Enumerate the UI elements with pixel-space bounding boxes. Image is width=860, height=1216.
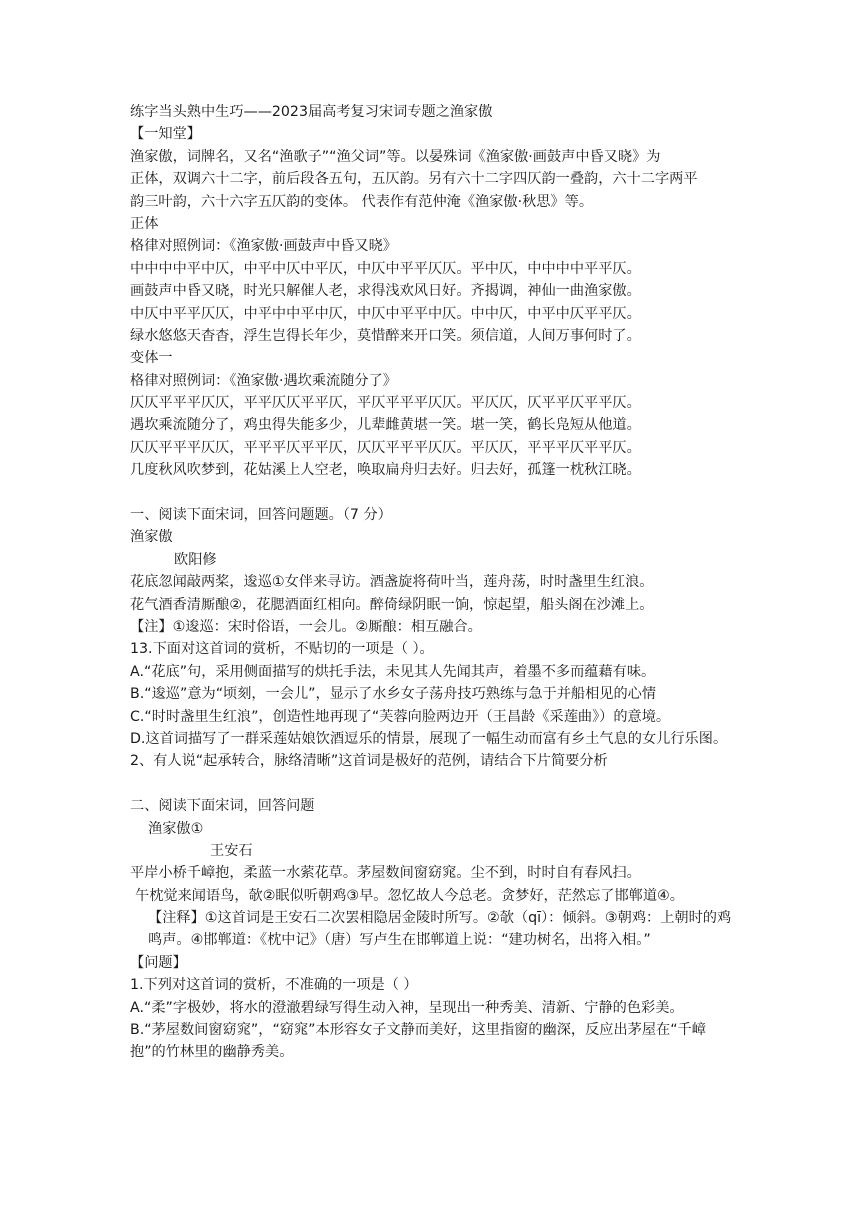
section1-author: 欧阳修 — [174, 551, 217, 568]
tone-pattern-line: 仄仄平平平仄仄，平平平仄平平仄，仄仄平平平仄仄。平仄仄，平平平仄平平仄。 — [130, 439, 641, 456]
poem-line: 花底忽闻敲两桨，逡巡①女伴来寻访。酒盏旋将荷叶当，莲舟荡，时时盏里生红浪。 — [130, 574, 654, 591]
question-1: 1.下列对这首词的赏析，不准确的一项是（ ） — [130, 977, 418, 994]
poem-line: 几度秋风吹梦到，花姑溪上人空老，唤取扁舟归去好。归去好，孤篷一枕秋江晓。 — [130, 462, 641, 479]
bianti-example-title: 格律对照例词：《渔家傲·遇坎乘流随分了》 — [130, 372, 397, 389]
blank-line — [130, 482, 740, 504]
option-c: C.“时时盏里生红浪”，创造性地再现了“芙蓉向脸两边开（王昌龄《采莲曲》）的意境。 — [130, 708, 671, 725]
intro-paragraph-line: 正体，双调六十二字，前后段各五句，五仄韵。另有六十二字四仄韵一叠韵，六十二字两平 — [130, 171, 698, 188]
option-b: B.“茅屋数间窗窈窕”，“窈窕”本形容女子文静而美好，这里指窗的幽深，反应出茅屋在“千嶂抱”的竹林里的幽静秀美。 — [130, 1022, 706, 1061]
intro-heading: 【一知堂】 — [130, 126, 201, 143]
intro-paragraph-line: 渔家傲，词牌名，又名“渔歌子”“渔父词”等。以晏殊词《渔家傲·画鼓声中昏又晓》为 — [130, 148, 661, 165]
bianti-label: 变体一 — [130, 350, 173, 367]
poem-line: 遇坎乘流随分了，鸡虫得失能多少，儿辈雌黄堪一笑。堪一笑，鹤长凫短从他道。 — [130, 417, 641, 434]
tone-pattern-line: 仄仄平平平仄仄，平平仄仄平平仄，平仄平平平仄仄。平仄仄，仄平平仄平平仄。 — [130, 395, 641, 412]
section2-note: 【注释】①这首词是王安石二次罢相隐居金陵时所写。②欹（qī）：倾斜。③朝鸡：上朝时的鸡鸣声。④邯郸道：《枕中记》（唐）写卢生在邯郸道上说：“建功树名，出将入相。” — [148, 910, 732, 949]
document-title: 练字当头熟中生巧——2023届高考复习宋词专题之渔家傲 — [130, 104, 493, 120]
poem-line: 午枕觉来闻语鸟，欹②眠似听朝鸡③早。忽忆故人今总老。贪梦好，茫然忘了邯郸道④。 — [135, 887, 684, 904]
poem-line: 花气酒香清厮酿②，花腮酒面红相向。醉倚绿阴眠一饷，惊起望，船头阁在沙滩上。 — [130, 596, 654, 613]
poem-line: 画鼓声中昏又晓，时光只解催人老，求得浅欢风日好。齐揭调，神仙一曲渔家傲。 — [130, 283, 641, 300]
question-13: 13.下面对这首词的赏析，不贴切的一项是（ ）。 — [130, 641, 434, 658]
document-page — [130, 101, 740, 1064]
section2-author: 王安石 — [210, 842, 253, 859]
section1-heading: 一、阅读下面宋词，回答问题题。（7 分） — [130, 507, 392, 524]
question-2: 2、有人说“起承转合，脉络清晰”这首词是极好的范例，请结合下片简要分析 — [130, 753, 608, 770]
option-b: B.“逡巡”意为“顷刻，一会儿”，显示了水乡女子荡舟技巧熟练与急于并船相见的心情 — [130, 686, 657, 703]
section1-poem-title: 渔家傲 — [130, 529, 173, 546]
questions-heading: 【问题】 — [130, 954, 187, 971]
blank-line — [130, 773, 740, 795]
section1-note: 【注】①逡巡：宋时俗语，一会儿。②厮酿：相互融合。 — [130, 618, 482, 635]
tone-pattern-line: 中中中中平中仄，中平中仄中平仄，中仄中平平仄仄。平中仄，中中中中平平仄。 — [130, 260, 641, 277]
option-d: D.这首词描写了一群采莲姑娘饮酒逗乐的情景，展现了一幅生动而富有乡土气息的女儿行乐图。 — [130, 730, 728, 747]
intro-paragraph-line: 韵三叶韵，六十六字五仄韵的变体。 代表作有范仲淹《渔家傲·秋思》等。 — [130, 193, 594, 210]
poem-line: 平岸小桥千嶂抱，柔蓝一水萦花草。茅屋数间窗窈窕。尘不到，时时自有春风扫。 — [130, 865, 641, 882]
section2-heading: 二、阅读下面宋词，回答问题 — [130, 798, 315, 815]
zhengti-label: 正体 — [130, 215, 159, 232]
section2-poem-title: 渔家傲① — [148, 820, 204, 837]
zhengti-example-title: 格律对照例词：《渔家傲·画鼓声中昏又晓》 — [130, 238, 397, 255]
tone-pattern-line: 中仄中平平仄仄，中平中中平中仄，中仄中平平中仄。中中仄，中平中仄平平仄。 — [130, 305, 641, 322]
poem-line: 绿水悠悠天杳杳，浮生岂得长年少，莫惜醉来开口笑。须信道，人间万事何时了。 — [130, 327, 641, 344]
option-a: A.“柔”字极妙，将水的澄澈碧绿写得生动入神，呈现出一种秀美、清新、宁静的色彩美。 — [130, 999, 684, 1016]
option-a: A.“花底”句，采用侧面描写的烘托手法，未见其人先闻其声，着墨不多而蕴藉有味。 — [130, 663, 656, 680]
